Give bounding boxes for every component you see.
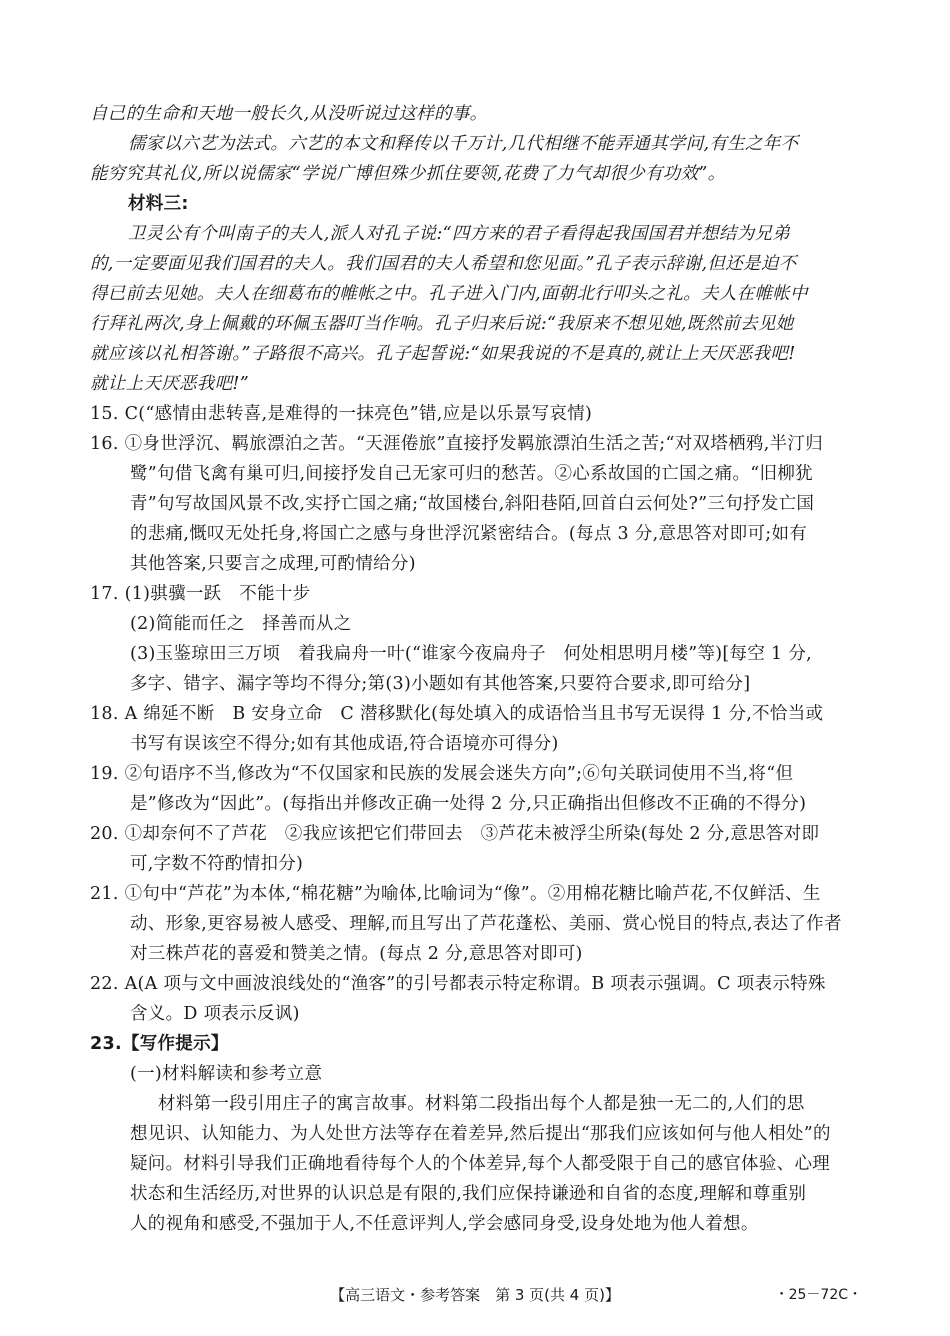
text-line: 疑问。材料引导我们正确地看待每个人的个体差异,每个人都受限于自己的感官体验、心理: [130, 1154, 831, 1174]
text-line: 是”修改为“因此”。(每指出并修改正确一处得 2 分,只正确指出但修改不正确的不得分): [130, 794, 807, 814]
answer-18: 18. A 绵延不断 B 安身立命 C 潜移默化(每处填入的成语恰当且书写无误得 1 分,不恰当或: [90, 704, 824, 724]
text-line: 含义。D 项表示反讽): [130, 1004, 300, 1024]
paper-code: ・25－72C・: [774, 1287, 862, 1303]
text-line: 卫灵公有个叫南子的夫人,派人对孔子说:“四方来的君子看得起我国国君并想结为兄弟: [128, 224, 791, 244]
answer-20: 20. ①却奈何不了芦花 ②我应该把它们带回去 ③芦花未被浮尘所染(每处 2 分,意思答对即: [90, 824, 820, 844]
text-line: 就让上天厌恶我吧!”: [90, 374, 249, 394]
text-line: 得已前去见她。夫人在细葛布的帷帐之中。孔子进入门内,面朝北行叩头之礼。夫人在帷帐中: [90, 284, 808, 304]
text-line: 书写有误该空不得分;如有其他成语,符合语境亦可得分): [130, 734, 559, 754]
text-line: 其他答案,只要言之成理,可酌情给分): [130, 554, 416, 574]
answer-23-heading: 23.【写作提示】: [90, 1034, 229, 1054]
section-heading: 材料三:: [128, 194, 189, 214]
text-line: 自己的生命和天地一般长久,从没听说过这样的事。: [90, 104, 488, 124]
text-line: 状态和生活经历,对世界的认识总是有限的,我们应保持谦逊和自省的态度,理解和尊重别: [130, 1184, 807, 1204]
text-line: 多字、错字、漏字等均不得分;第(3)小题如有其他答案,只要符合要求,即可给分]: [130, 674, 751, 694]
answer-16: 16. ①身世浮沉、羁旅漂泊之苦。“天涯倦旅”直接抒发羁旅漂泊生活之苦;“对双塔栖鸦,半汀归: [90, 434, 823, 454]
text-line: (2)简能而任之 择善而从之: [130, 614, 352, 634]
page-footer: 【高三语文・参考答案 第 3 页(共 4 页)】: [330, 1286, 620, 1304]
text-line: 儒家以六艺为法式。六艺的本文和释传以千万计,几代相继不能弄通其学问,有生之年不: [128, 134, 799, 154]
text-line: 的悲痛,慨叹无处托身,将国亡之感与身世浮沉紧密结合。(每点 3 分,意思答对即可;如有: [130, 524, 808, 544]
text-line: 行拜礼两次,身上佩戴的环佩玉器叮当作响。孔子归来后说:“我原来不想见她,既然前去见她: [90, 314, 794, 334]
answer-19: 19. ②句语序不当,修改为“不仅国家和民族的发展会迷失方向”;⑥句关联词使用不当,将“但: [90, 764, 794, 784]
text-line: 青”句写故国风景不改,实抒亡国之痛;“故国楼台,斜阳巷陌,回首白云何处?”三句抒发亡国: [130, 494, 815, 514]
text-line: 想见识、认知能力、为人处世方法等存在着差异,然后提出“那我们应该如何与他人相处”的: [130, 1124, 831, 1144]
text-line: 的,一定要面见我们国君的夫人。我们国君的夫人希望和您见面。”孔子表示辞谢,但还是迫不: [90, 254, 797, 274]
text-line: 就应该以礼相答谢。”子路很不高兴。孔子起誓说:“如果我说的不是真的,就让上天厌恶我吧!: [90, 344, 796, 364]
text-line: 人的视角和感受,不强加于人,不任意评判人,学会感同身受,设身处地为他人着想。: [130, 1214, 759, 1234]
text-line: 材料第一段引用庄子的寓言故事。材料第二段指出每个人都是独一无二的,人们的思: [158, 1094, 805, 1114]
text-line: 动、形象,更容易被人感受、理解,而且写出了芦花蓬松、美丽、赏心悦目的特点,表达了作者: [130, 914, 842, 934]
answer-15: 15. C(“感情由悲转喜,是难得的一抹亮色”错,应是以乐景写哀情): [90, 404, 593, 424]
subsection-heading: (一)材料解读和参考立意: [130, 1064, 323, 1084]
text-line: 鹭”句借飞禽有巢可归,间接抒发自己无家可归的愁苦。②心系故国的亡国之痛。“旧柳犹: [130, 464, 813, 484]
answer-17: 17. (1)骐骥一跃 不能十步: [90, 584, 311, 604]
text-line: 可,字数不符酌情扣分): [130, 854, 304, 874]
text-line: 能穷究其礼仪,所以说儒家“学说广博但殊少抓住要领,花费了力气却很少有功效”。: [90, 164, 726, 184]
text-line: 对三株芦花的喜爱和赞美之情。(每点 2 分,意思答对即可): [130, 944, 583, 964]
answer-22: 22. A(A 项与文中画波浪线处的“渔客”的引号都表示特定称谓。B 项表示强调。C 项表示特殊: [90, 974, 826, 994]
text-line: (3)玉鉴琼田三万顷 着我扁舟一叶(“谁家今夜扁舟子 何处相思明月楼”等)[每空 1 分,: [130, 644, 812, 664]
answer-21: 21. ①句中“芦花”为本体,“棉花糖”为喻体,比喻词为“像”。②用棉花糖比喻芦花,不仅鲜活、生: [90, 884, 821, 904]
